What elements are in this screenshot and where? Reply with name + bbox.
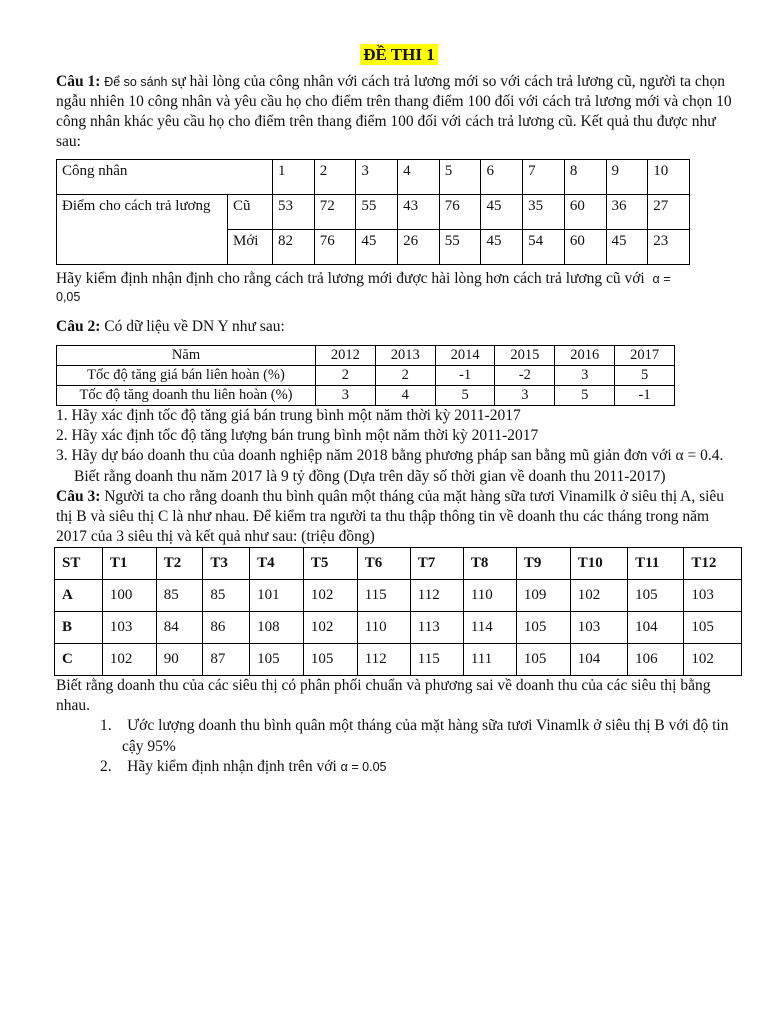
table-cell: 100 — [102, 580, 156, 612]
table-cell: 10 — [648, 159, 690, 194]
table-header-cell: T8 — [463, 548, 516, 580]
table-cell: 103 — [570, 612, 627, 644]
table-cell: 105 — [684, 612, 742, 644]
table-cell: 82 — [273, 229, 315, 264]
row-group-label: Điểm cho cách trả lương — [57, 194, 228, 264]
item-text: Ước lượng doanh thu bình quân một tháng của mặt hàng sữa tươi Vinamlk ở siêu thị B với độ tin cậy 95% — [122, 717, 729, 755]
question-2-body: Có dữ liệu về DN Y như sau: — [104, 317, 285, 335]
table-cell: -1 — [435, 366, 495, 386]
table-cell: 8 — [564, 159, 606, 194]
table-header-cell: T3 — [203, 548, 250, 580]
question-3-label: Câu 3: — [56, 487, 101, 505]
table-cell: 106 — [628, 644, 684, 676]
question-1-alpha: α = — [652, 271, 671, 286]
table-row — [55, 548, 742, 580]
table-header-cell: T10 — [570, 548, 627, 580]
table-cell: 102 — [303, 580, 357, 612]
table-cell: 3 — [495, 386, 555, 406]
table-header-label: Công nhân — [57, 159, 273, 194]
table-cell: 60 — [564, 194, 606, 229]
table-cell: 27 — [648, 194, 690, 229]
table-row — [55, 644, 742, 676]
table-cell: 115 — [357, 580, 410, 612]
table-cell: 3 — [316, 386, 376, 406]
table-cell: 53 — [273, 194, 315, 229]
question-1-label: Câu 1: — [56, 73, 101, 90]
question-1-after — [56, 269, 742, 289]
table-cell: 60 — [564, 229, 606, 264]
row-label: Tốc độ tăng giá bán liên hoàn (%) — [57, 366, 316, 386]
table-cell: 2014 — [435, 346, 495, 366]
table-cell: 112 — [357, 644, 410, 676]
table-cell: 5 — [555, 386, 615, 406]
table-cell: 115 — [410, 644, 463, 676]
table-cell: 45 — [481, 194, 523, 229]
question-1 — [56, 72, 742, 305]
list-item: 2. Hãy xác định tốc độ tăng lượng bán trung bình một năm thời kỳ 2011-2017 — [56, 427, 539, 445]
table-cell: 2 — [314, 159, 356, 194]
table-header-cell: T12 — [684, 548, 742, 580]
table-cell: 84 — [156, 612, 203, 644]
question-3-after: Biết rằng doanh thu của các siêu thị có phân phối chuẩn và phương sai về doanh thu của các siêu thị bằng nhau. — [56, 677, 711, 715]
question-2-label: Câu 2: — [56, 317, 101, 335]
row-label: B — [55, 612, 103, 644]
question-1-alpha-value: 0,05 — [56, 289, 81, 304]
table-cell: 55 — [439, 229, 481, 264]
exam-title: ĐỀ THI 1 — [360, 44, 438, 65]
row-label: Tốc độ tăng doanh thu liên hoàn (%) — [57, 386, 316, 406]
table-header-cell: T1 — [102, 548, 156, 580]
table-cell: 105 — [628, 580, 684, 612]
table-cell: 5 — [615, 366, 675, 386]
table-cell: 2012 — [316, 346, 376, 366]
table-row — [55, 612, 742, 644]
table-cell: 45 — [356, 229, 398, 264]
list-item: 3. Hãy dự báo doanh thu của doanh nghiệp năm 2018 bằng phương pháp san bằng mũ giản đơn với α = 0.4. Biết rằng doanh thu năm 2017 là 9 tỷ đồng (Dựa trên dãy số thời gian về doanh thu 2011-2017) — [56, 447, 724, 485]
table-cell: 108 — [250, 612, 304, 644]
table-cell: 2016 — [555, 346, 615, 366]
table-cell: 2 — [316, 366, 376, 386]
table-cell: 112 — [410, 580, 463, 612]
table-row — [57, 366, 675, 386]
table-cell: 102 — [102, 644, 156, 676]
question-3-table — [54, 547, 742, 676]
table-cell: 90 — [156, 644, 203, 676]
table-cell: 2015 — [495, 346, 555, 366]
table-cell: 55 — [356, 194, 398, 229]
table-cell: 23 — [648, 229, 690, 264]
question-3-items — [56, 716, 742, 776]
table-cell: 102 — [684, 644, 742, 676]
table-row — [57, 346, 675, 366]
table-cell: 101 — [250, 580, 304, 612]
table-row — [57, 386, 675, 406]
table-cell: 86 — [203, 612, 250, 644]
title-wrap — [56, 0, 742, 66]
table-header-cell: T2 — [156, 548, 203, 580]
question-1-text — [56, 72, 742, 153]
row-label: A — [55, 580, 103, 612]
table-cell: 5 — [435, 386, 495, 406]
row-label-old: Cũ — [228, 194, 273, 229]
question-1-table — [56, 159, 690, 265]
table-cell: -2 — [495, 366, 555, 386]
table-cell: 1 — [273, 159, 315, 194]
table-cell: -1 — [615, 386, 675, 406]
table-header-cell: ST — [55, 548, 103, 580]
table-cell: 35 — [523, 194, 565, 229]
table-cell: 2017 — [615, 346, 675, 366]
table-header-label: Năm — [57, 346, 316, 366]
list-item: 1. Hãy xác định tốc độ tăng giá bán trung bình một năm thời kỳ 2011-2017 — [56, 407, 521, 425]
item-text: Hãy kiểm định nhận định trên với — [127, 757, 337, 775]
table-row — [57, 159, 690, 194]
table-cell: 104 — [628, 612, 684, 644]
question-3-text — [56, 487, 742, 547]
question-3-body: Người ta cho rằng doanh thu bình quân một tháng của mặt hàng sữa tươi Vinamilk ở siêu thị A, siêu thị B và siêu thị C là như nhau. Để kiểm tra người ta thu thập thông tin về doanh thu các tháng trong năm 2017 của 3 siêu thị và kết quả như sau: (triệu đồng) — [56, 487, 725, 545]
table-cell: 114 — [463, 612, 516, 644]
table-cell: 9 — [606, 159, 648, 194]
question-1-body: sự hài lòng của công nhân với cách trả lương mới so với cách trả lương cũ, người ta chọn ngẫu nhiên 10 công nhân và yêu cầu họ cho điểm trên thang điểm 100 đối với cách trả lương mới và chọn 10 công nhân khác yêu cầu họ cho điểm trên thang điểm 100 đối với cách trả lương cũ. Kết quả thu được như sau: — [56, 73, 732, 151]
table-cell: 26 — [398, 229, 440, 264]
table-cell: 109 — [516, 580, 570, 612]
table-cell: 45 — [606, 229, 648, 264]
table-row — [57, 194, 690, 229]
table-cell: 36 — [606, 194, 648, 229]
table-cell: 76 — [439, 194, 481, 229]
table-cell: 72 — [314, 194, 356, 229]
item-alpha: α = 0.05 — [340, 759, 387, 774]
table-cell: 102 — [570, 580, 627, 612]
table-cell: 102 — [303, 612, 357, 644]
table-cell: 76 — [314, 229, 356, 264]
table-cell: 43 — [398, 194, 440, 229]
table-cell: 105 — [303, 644, 357, 676]
list-item — [100, 716, 742, 756]
table-cell: 85 — [203, 580, 250, 612]
table-cell: 103 — [684, 580, 742, 612]
question-2-items — [56, 406, 742, 487]
table-cell: 2 — [375, 366, 435, 386]
table-cell: 104 — [570, 644, 627, 676]
table-cell: 105 — [516, 612, 570, 644]
question-2-text — [56, 317, 742, 337]
table-cell: 4 — [398, 159, 440, 194]
table-header-cell: T4 — [250, 548, 304, 580]
table-header-cell: T9 — [516, 548, 570, 580]
table-header-cell: T11 — [628, 548, 684, 580]
question-2-table — [56, 345, 675, 406]
list-item — [100, 757, 742, 777]
table-cell: 105 — [250, 644, 304, 676]
table-cell: 87 — [203, 644, 250, 676]
table-cell: 103 — [102, 612, 156, 644]
row-label-new: Mới — [228, 229, 273, 264]
question-1-after-text: Hãy kiểm định nhận định cho rằng cách trả lương mới được hài lòng hơn cách trả lương cũ với — [56, 269, 645, 287]
table-cell: 3 — [555, 366, 615, 386]
table-header-cell: T6 — [357, 548, 410, 580]
table-row — [55, 580, 742, 612]
item-number: 1. — [100, 717, 112, 735]
table-cell: 7 — [523, 159, 565, 194]
table-header-cell: T7 — [410, 548, 463, 580]
table-cell: 2013 — [375, 346, 435, 366]
table-cell: 113 — [410, 612, 463, 644]
table-cell: 85 — [156, 580, 203, 612]
question-2 — [56, 317, 742, 487]
question-1-small-text: Để so sánh — [104, 75, 168, 89]
table-cell: 54 — [523, 229, 565, 264]
table-cell: 110 — [357, 612, 410, 644]
table-cell: 6 — [481, 159, 523, 194]
table-cell: 3 — [356, 159, 398, 194]
question-3 — [56, 487, 742, 777]
table-cell: 105 — [516, 644, 570, 676]
table-header-cell: T5 — [303, 548, 357, 580]
table-cell: 45 — [481, 229, 523, 264]
table-cell: 111 — [463, 644, 516, 676]
row-label: C — [55, 644, 103, 676]
table-cell: 110 — [463, 580, 516, 612]
item-number: 2. — [100, 757, 112, 775]
table-cell: 4 — [375, 386, 435, 406]
table-cell: 5 — [439, 159, 481, 194]
